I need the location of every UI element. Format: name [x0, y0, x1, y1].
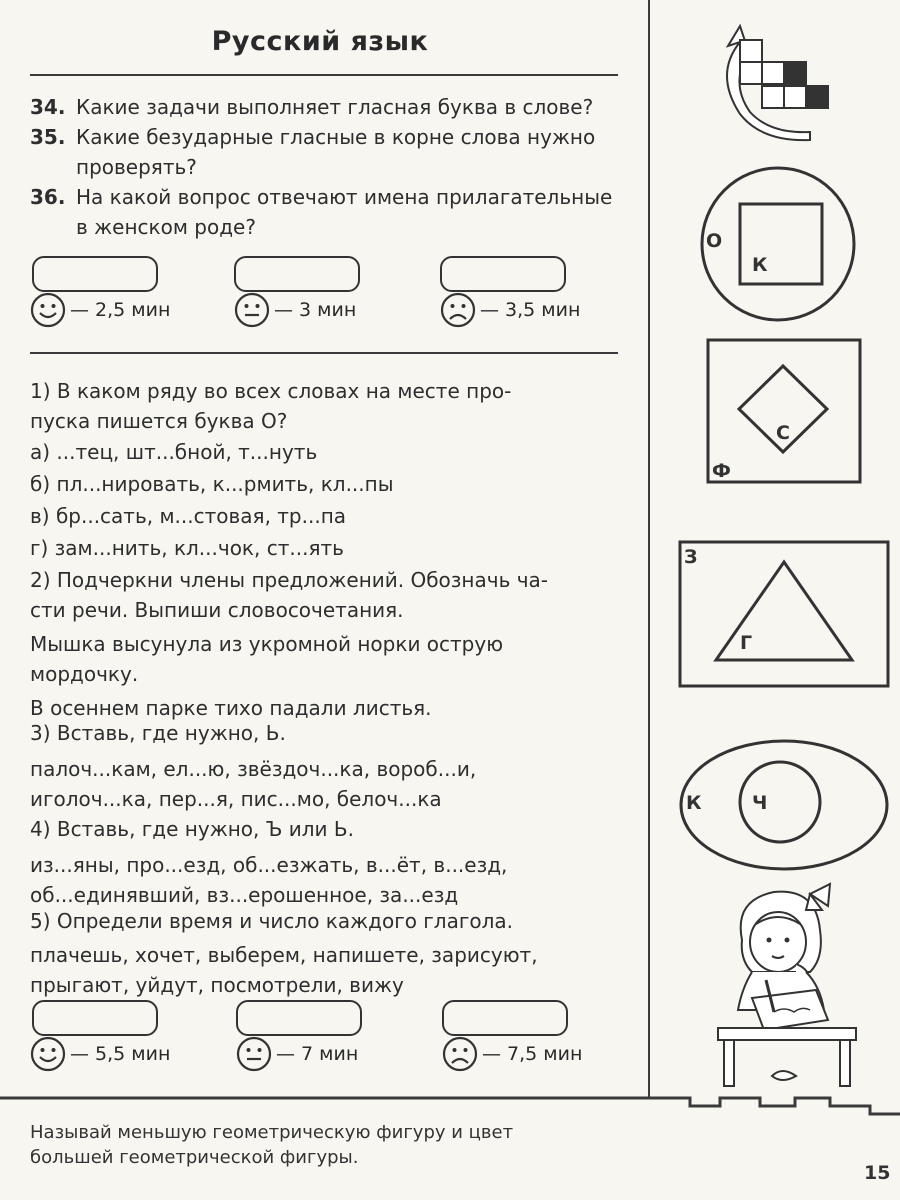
task-2: 2) Подчеркни члены предложений. Обозначь ча- сти речи. Выпиши словосочетания. Мышка высунула из укромной норки острую мордочку. В осеннем парке тихо падали листья. [30, 565, 620, 723]
task-2-sentence-2: В осеннем парке тихо падали листья. [30, 696, 432, 720]
bottom-instruction: Называй меньшую геометрическую фигуру и цвет большей геометрической фигуры. [30, 1122, 514, 1168]
answer-box-4[interactable] [32, 1000, 158, 1036]
task-1-option-a: а) ...тец, шт...бной, т...нуть [30, 440, 318, 464]
rect-triangle-shape [678, 540, 890, 688]
task-1-options [30, 436, 620, 564]
answer-box-3[interactable] [440, 256, 566, 292]
task-3: 3) Вставь, где нужно, Ь. палоч...кам, ел...ю, звёздоч...ка, вороб...и, иголоч...ка, пер...я, пис...мо, белоч...ка [30, 721, 477, 811]
task-1: 1) В каком ряду во всех словах на месте про- пуска пишется буква О? [30, 379, 512, 433]
answer-box-5[interactable] [236, 1000, 362, 1036]
shape-label-square-inner: К [752, 254, 768, 276]
question-34: 34. Какие задачи выполняет гласная буква в слове? [30, 95, 594, 119]
smiley-happy-icon [30, 292, 66, 328]
ellipse-circle-shape [678, 738, 890, 872]
smiley-sad-icon [442, 1036, 478, 1072]
smiley-sad-icon [440, 292, 476, 328]
task-1-option-d: г) зам...нить, кл...чок, ст...ять [30, 536, 344, 560]
column-divider [648, 0, 650, 1098]
task-1-option-c: в) бр...сать, м...стовая, тр...па [30, 504, 347, 528]
timer-sad: — 3,5 мин [440, 292, 580, 328]
answer-box-2[interactable] [234, 256, 360, 292]
shape-label-square: Ф [712, 460, 731, 482]
question-list [30, 92, 630, 242]
answer-box-6[interactable] [442, 1000, 568, 1036]
task-2-sentence-1: Мышка высунула из укромной норки острую мордочку. [30, 632, 504, 686]
shape-label-circle-inner: Ч [752, 792, 768, 814]
shape-label-triangle: Г [740, 632, 753, 654]
title-divider [30, 74, 618, 76]
timer-sad-bottom: — 7,5 мин [442, 1036, 582, 1072]
answer-box-1[interactable] [32, 256, 158, 292]
timer-happy: — 2,5 мин [30, 292, 170, 328]
shape-label-diamond: С [776, 422, 790, 444]
girl-writing-illustration [712, 880, 862, 1090]
task-1-option-b: б) пл...нировать, к...рмить, кл...пы [30, 472, 394, 496]
shape-label-rect: З [684, 546, 698, 568]
task-4: 4) Вставь, где нужно, Ъ или Ь. из...яны, про...езд, об...езжать, в...ёт, в...езд, об...единявший, вз...ерошенное, за...езд [30, 817, 508, 907]
task-5: 5) Определи время и число каждого глагола. плачешь, хочет, выберем, напишете, зарисуют, прыгают, уйдут, посмотрели, вижу [30, 909, 538, 997]
timer-neutral-bottom: — 7 мин [236, 1036, 358, 1072]
smiley-happy-icon [30, 1036, 66, 1072]
question-35: 35. Какие безударные гласные в корне слова нужно проверять? [30, 125, 596, 179]
question-36: 36. На какой вопрос отвечают имена прилагательные в женском роде? [30, 185, 613, 239]
section-divider [30, 352, 618, 354]
smiley-neutral-icon [234, 292, 270, 328]
page-number: 15 [864, 1162, 891, 1184]
shape-label-circle: О [706, 230, 723, 252]
page-title: Русский язык [211, 26, 429, 57]
shape-label-ellipse: К [686, 792, 702, 814]
progress-arrow-icon [700, 14, 840, 154]
timer-neutral: — 3 мин [234, 292, 356, 328]
smiley-neutral-icon [236, 1036, 272, 1072]
timer-happy-bottom: — 5,5 мин [30, 1036, 170, 1072]
